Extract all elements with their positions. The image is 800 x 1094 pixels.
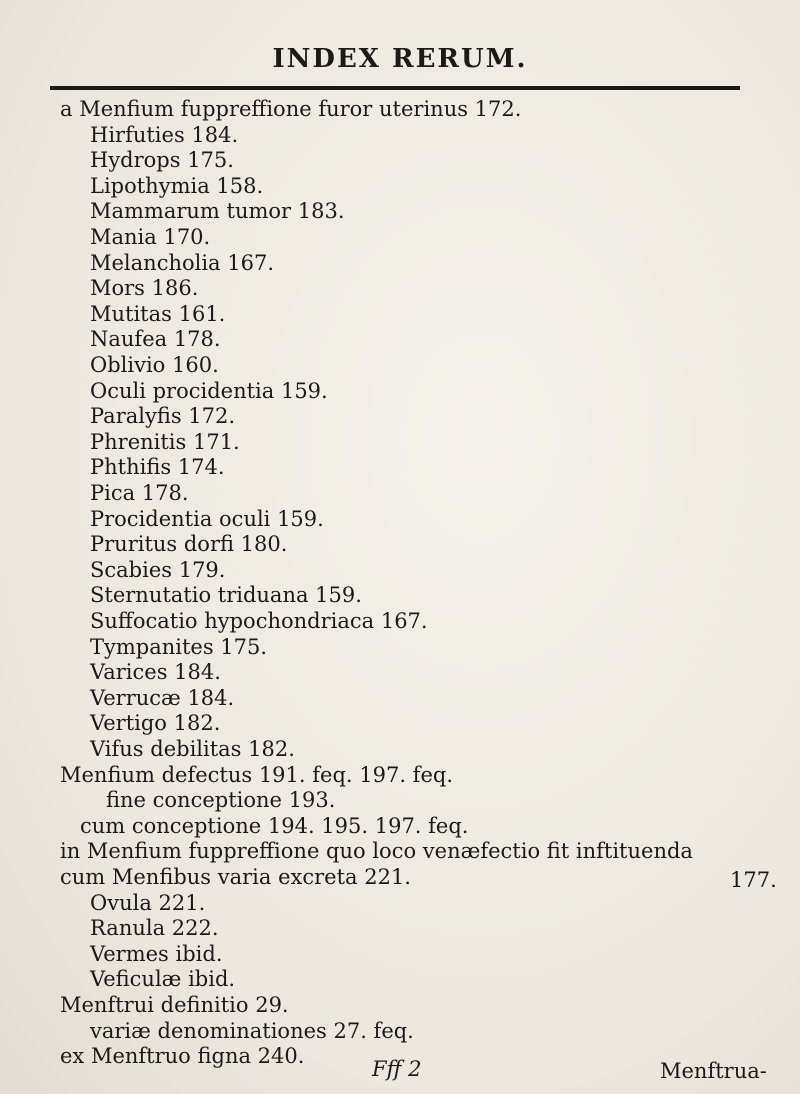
index-entry: Paralyfis 172. bbox=[90, 404, 236, 429]
index-entry: Mammarum tumor 183. bbox=[90, 199, 345, 224]
index-entry: Hydrops 175. bbox=[90, 148, 234, 173]
index-entry: Veficulæ ibid. bbox=[90, 967, 236, 992]
index-entry: Tympanites 175. bbox=[90, 634, 268, 659]
index-entry: cum conceptione 194. 195. 197. feq. bbox=[80, 813, 469, 838]
index-entry: Pruritus dorfi 180. bbox=[90, 532, 288, 557]
index-entry: Varices 184. bbox=[90, 660, 221, 685]
index-entry: Mors 186. bbox=[90, 276, 199, 301]
index-entry: Oblivio 160. bbox=[90, 353, 219, 377]
index-entry: Melancholia 167. bbox=[90, 250, 275, 275]
index-entry: fine conceptione 193. bbox=[106, 788, 336, 813]
index-entry: Phrenitis 171. bbox=[90, 429, 240, 454]
index-entry: in Menfium fuppreffione quo loco venæfectio fit inftituenda bbox=[60, 839, 693, 864]
signature-mark: Fff 2 bbox=[372, 1057, 422, 1081]
index-entry: Pica 178. bbox=[90, 481, 189, 505]
index-entry: variæ denominationes 27. feq. bbox=[90, 1018, 414, 1043]
index-entry: Mutitas 161. bbox=[90, 301, 226, 326]
index-entry: Phthifis 174. bbox=[90, 455, 225, 480]
index-entry: Sternutatio triduana 159. bbox=[90, 583, 362, 608]
page-header: INDEX RERUM. bbox=[272, 44, 528, 74]
index-entry: Hirfuties 184. bbox=[90, 122, 239, 147]
index-entry: ex Menftruo figna 240. bbox=[60, 1044, 305, 1069]
index-entry: a Menfium fuppreffione furor uterinus 172. bbox=[60, 97, 522, 121]
index-entry: Scabies 179. bbox=[90, 557, 226, 582]
index-entry: Ranula 222. bbox=[90, 916, 219, 941]
index-entry: Naufea 178. bbox=[90, 327, 221, 352]
index-entry: cum Menfibus varia excreta 221. bbox=[60, 865, 411, 889]
index-entry: Vifus debilitas 182. bbox=[90, 737, 295, 761]
index-entry: Suffocatio hypochondriaca 167. bbox=[90, 609, 428, 633]
index-entry: Menftrui definitio 29. bbox=[60, 993, 289, 1017]
index-entry: Verrucæ 184. bbox=[90, 685, 235, 710]
catchword: Menftrua- bbox=[660, 1059, 767, 1083]
index-entry: Lipothymia 158. bbox=[90, 173, 264, 198]
index-entry: Mania 170. bbox=[90, 225, 211, 249]
index-entry: Oculi procidentia 159. bbox=[90, 378, 328, 403]
page-reference: 177. bbox=[730, 868, 777, 892]
index-entry: Vertigo 182. bbox=[90, 711, 221, 736]
index-entry: Ovula 221. bbox=[90, 890, 206, 915]
index-entry: Vermes ibid. bbox=[90, 941, 223, 966]
header-rule bbox=[50, 86, 740, 90]
index-entry: Procidentia oculi 159. bbox=[90, 506, 324, 531]
index-entry: Menfium defectus 191. feq. 197. feq. bbox=[60, 762, 454, 787]
